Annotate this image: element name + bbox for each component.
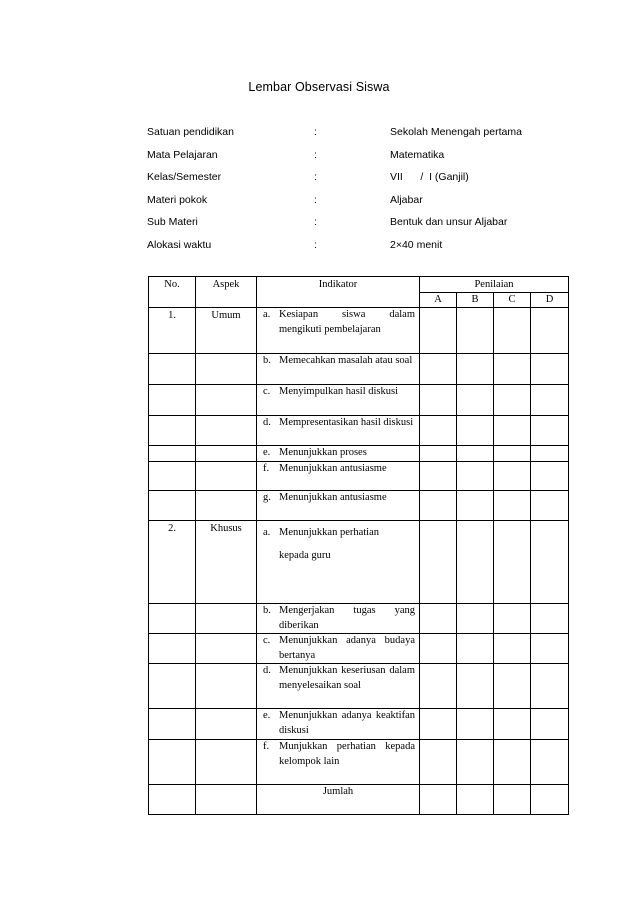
grade-cell-b[interactable]	[457, 462, 494, 491]
header-row	[149, 277, 569, 293]
row-aspect	[196, 709, 257, 740]
info-separator: :	[314, 148, 317, 161]
grade-cell-d[interactable]	[531, 416, 569, 446]
indicator-text: Menunjukkan perhatian kepada guru	[279, 527, 380, 561]
indicator-cell	[257, 634, 420, 664]
grade-header-d: D	[531, 293, 569, 308]
info-label: Satuan pendidikan	[147, 126, 234, 138]
row-aspect	[196, 491, 257, 521]
indicator-letter: c.	[263, 386, 271, 397]
table-row	[149, 521, 569, 604]
grade-cell-a[interactable]	[420, 354, 457, 385]
info-row-submateri	[147, 216, 567, 239]
grade-cell-a[interactable]	[420, 491, 457, 521]
indicator-text: Menunjukkan adanya budaya bertanya	[279, 635, 415, 661]
grade-cell-d[interactable]	[531, 709, 569, 740]
table-row	[149, 354, 569, 385]
grade-cell-c[interactable]	[494, 308, 531, 354]
indicator-text: Menunjukkan antusiasme	[279, 492, 387, 503]
table-row	[149, 604, 569, 634]
indicator-letter: e.	[263, 447, 271, 458]
info-label: Kelas/Semester	[147, 171, 222, 183]
indicator-cell	[257, 709, 420, 740]
row-number	[149, 740, 196, 785]
row-aspect	[196, 785, 257, 815]
table-row	[149, 385, 569, 416]
grade-cell-c[interactable]	[494, 634, 531, 664]
info-label: Materi pokok	[147, 193, 208, 206]
grade-header-b: B	[457, 293, 494, 308]
row-number: 2.	[149, 521, 196, 604]
grade-cell-d[interactable]	[531, 664, 569, 709]
indicator-text: Menunjukkan antusiasme	[279, 463, 387, 474]
info-value: VII / I (Ganjil)	[390, 171, 469, 183]
info-row-mapel	[147, 149, 567, 172]
row-number	[149, 664, 196, 709]
indicator-text: Menunjukkan proses	[279, 447, 367, 458]
indicator-cell	[257, 462, 420, 491]
grade-cell-a[interactable]	[420, 416, 457, 446]
row-number	[149, 785, 196, 815]
grade-header-c: C	[494, 293, 531, 308]
info-separator: :	[314, 216, 317, 228]
row-aspect	[196, 446, 257, 462]
row-aspect	[196, 634, 257, 664]
indicator-text: Mengerjakan tugas yang diberikan	[279, 605, 415, 631]
row-aspect	[196, 604, 257, 634]
grade-cell-a[interactable]	[420, 446, 457, 462]
grade-cell-d[interactable]	[531, 604, 569, 634]
row-number	[149, 709, 196, 740]
indicator-cell	[257, 446, 420, 462]
grade-cell-b[interactable]	[457, 709, 494, 740]
indicator-text: Menyimpulkan hasil diskusi	[279, 386, 398, 397]
grade-cell-b[interactable]	[457, 521, 494, 604]
grade-cell-b[interactable]	[457, 604, 494, 634]
grade-cell-c[interactable]	[494, 491, 531, 521]
row-number	[149, 385, 196, 416]
header-indikator: Indikator	[257, 277, 420, 308]
indicator-cell	[257, 604, 420, 634]
row-number	[149, 354, 196, 385]
indicator-letter: c.	[263, 635, 271, 646]
grade-cell-c[interactable]	[494, 604, 531, 634]
row-aspect: Khusus	[196, 521, 257, 604]
grade-cell-c[interactable]	[494, 354, 531, 385]
indicator-cell	[257, 740, 420, 785]
header-aspek: Aspek	[196, 277, 257, 308]
grade-cell-d[interactable]	[531, 785, 569, 815]
indicator-text: Mempresentasikan hasil diskusi	[279, 417, 414, 428]
grade-cell-b[interactable]	[457, 785, 494, 815]
indicator-letter: b.	[263, 355, 271, 366]
table-row	[149, 491, 569, 521]
grade-cell-b[interactable]	[457, 664, 494, 709]
table-row	[149, 446, 569, 462]
table-row	[149, 462, 569, 491]
row-aspect	[196, 740, 257, 785]
grade-cell-a[interactable]	[420, 462, 457, 491]
info-row-alokasi	[147, 239, 567, 262]
table-row	[149, 664, 569, 709]
grade-cell-c[interactable]	[494, 521, 531, 604]
grade-cell-d[interactable]	[531, 521, 569, 604]
total-row	[149, 785, 569, 815]
indicator-cell	[257, 385, 420, 416]
info-value: Bentuk dan unsur Aljabar	[390, 216, 508, 228]
info-value: Matematika	[390, 148, 445, 161]
row-number	[149, 634, 196, 664]
grade-cell-a[interactable]	[420, 709, 457, 740]
info-separator: :	[314, 238, 317, 251]
indicator-text: Memecahkan masalah atau soal	[279, 355, 413, 366]
indicator-text: Menunjukkan keseriusan dalam menyelesaikan soal	[279, 665, 415, 691]
indicator-cell	[257, 664, 420, 709]
row-number	[149, 462, 196, 491]
info-separator: :	[314, 171, 317, 183]
grade-cell-c[interactable]	[494, 785, 531, 815]
indicator-letter: f.	[263, 463, 270, 474]
grade-cell-a[interactable]	[420, 785, 457, 815]
total-label: Jumlah	[257, 785, 420, 815]
row-aspect: Umum	[196, 308, 257, 354]
grade-cell-c[interactable]	[494, 709, 531, 740]
grade-cell-d[interactable]	[531, 740, 569, 785]
row-aspect	[196, 416, 257, 446]
row-aspect	[196, 664, 257, 709]
info-label: Sub Materi	[147, 216, 198, 228]
indicator-text: Munjukkan perhatian kepada kelompok lain	[279, 741, 415, 767]
indicator-letter: a.	[263, 527, 271, 538]
info-value: 2×40 menit	[390, 238, 443, 251]
page-title: Lembar Observasi Siswa	[248, 80, 390, 94]
indicator-text: Kesiapan siswa dalam mengikuti pembelajaran	[279, 309, 415, 335]
indicator-letter: b.	[263, 605, 271, 616]
grade-cell-d[interactable]	[531, 385, 569, 416]
row-aspect	[196, 385, 257, 416]
info-value: Aljabar	[390, 193, 423, 206]
grade-cell-d[interactable]	[531, 634, 569, 664]
grade-cell-a[interactable]	[420, 740, 457, 785]
observation-table	[148, 276, 569, 815]
grade-cell-b[interactable]	[457, 446, 494, 462]
grade-header-a: A	[420, 293, 457, 308]
row-aspect	[196, 354, 257, 385]
info-separator: :	[314, 193, 317, 206]
indicator-letter: d.	[263, 417, 271, 428]
identity-section	[147, 126, 567, 261]
info-row-kelas	[147, 171, 567, 194]
table-row	[149, 308, 569, 354]
grade-cell-a[interactable]	[420, 634, 457, 664]
grade-cell-d[interactable]	[531, 462, 569, 491]
grade-cell-b[interactable]	[457, 416, 494, 446]
indicator-letter: e.	[263, 710, 271, 721]
indicator-cell	[257, 354, 420, 385]
grade-cell-a[interactable]	[420, 664, 457, 709]
indicator-cell	[257, 491, 420, 521]
grade-cell-b[interactable]	[457, 634, 494, 664]
header-penilaian: Penilaian	[420, 277, 569, 293]
grade-cell-a[interactable]	[420, 604, 457, 634]
grade-cell-c[interactable]	[494, 740, 531, 785]
info-label: Alokasi waktu	[147, 238, 212, 251]
grade-cell-b[interactable]	[457, 354, 494, 385]
grade-cell-b[interactable]	[457, 740, 494, 785]
row-number	[149, 416, 196, 446]
grade-cell-a[interactable]	[420, 521, 457, 604]
grade-cell-d[interactable]	[531, 446, 569, 462]
table-row	[149, 416, 569, 446]
grade-cell-d[interactable]	[531, 491, 569, 521]
table-row	[149, 709, 569, 740]
row-number	[149, 446, 196, 462]
grade-cell-b[interactable]	[457, 491, 494, 521]
indicator-letter: g.	[263, 492, 271, 503]
grade-cell-b[interactable]	[457, 385, 494, 416]
table-row	[149, 634, 569, 664]
indicator-text: Menunjukkan adanya keaktifan diskusi	[279, 710, 415, 736]
table-row	[149, 740, 569, 785]
indicator-cell	[257, 308, 420, 354]
info-value: Sekolah Menengah pertama	[390, 126, 522, 138]
grade-cell-c[interactable]	[494, 446, 531, 462]
row-number: 1.	[149, 308, 196, 354]
grade-cell-d[interactable]	[531, 308, 569, 354]
indicator-cell	[257, 521, 420, 604]
grade-cell-a[interactable]	[420, 385, 457, 416]
indicator-letter: a.	[263, 309, 271, 320]
header-no: No.	[149, 277, 196, 308]
indicator-cell	[257, 416, 420, 446]
row-number	[149, 604, 196, 634]
grade-cell-a[interactable]	[420, 308, 457, 354]
indicator-letter: d.	[263, 665, 271, 676]
info-row-satuan	[147, 126, 567, 149]
row-aspect	[196, 462, 257, 491]
row-number	[149, 491, 196, 521]
grade-cell-c[interactable]	[494, 416, 531, 446]
info-label: Mata Pelajaran	[147, 148, 218, 161]
info-separator: :	[314, 126, 317, 138]
grade-cell-c[interactable]	[494, 385, 531, 416]
indicator-letter: f.	[263, 741, 270, 752]
info-row-materi	[147, 194, 567, 217]
grade-cell-b[interactable]	[457, 308, 494, 354]
grade-cell-c[interactable]	[494, 462, 531, 491]
grade-cell-d[interactable]	[531, 354, 569, 385]
grade-cell-c[interactable]	[494, 664, 531, 709]
